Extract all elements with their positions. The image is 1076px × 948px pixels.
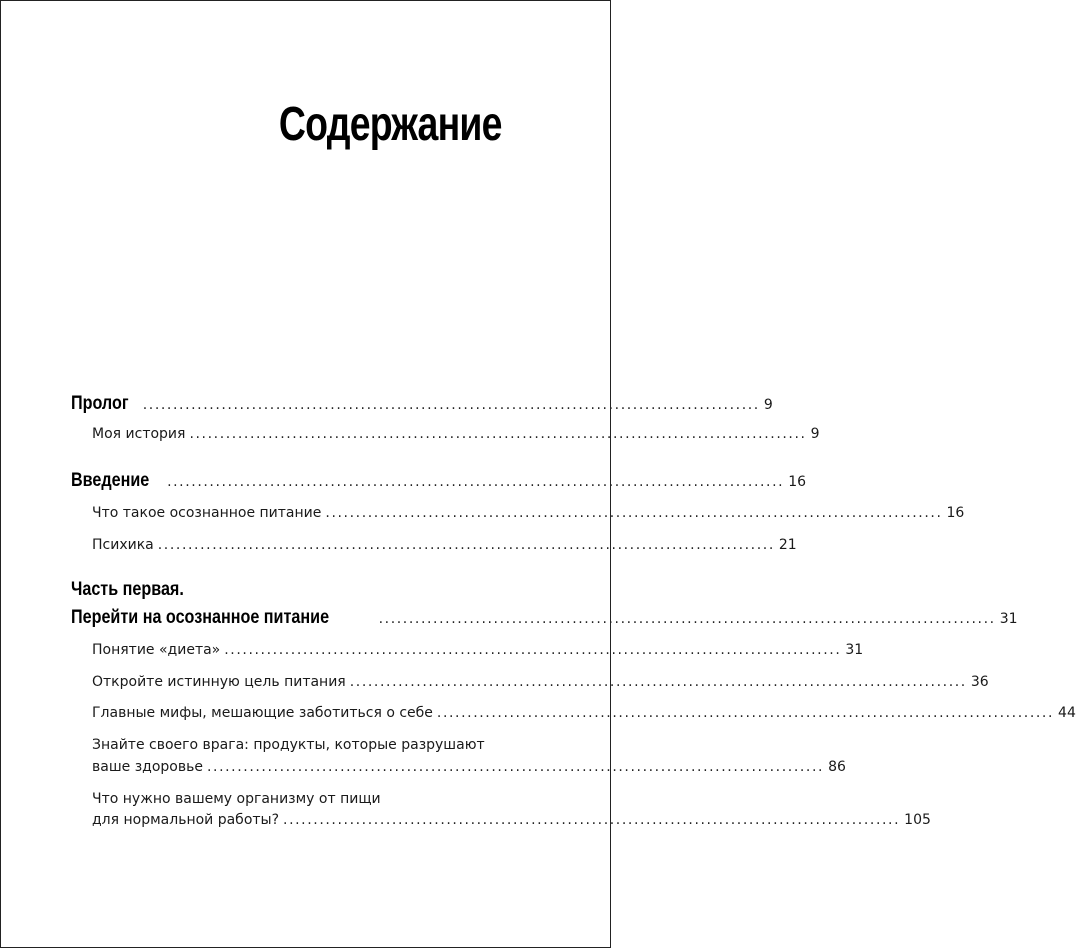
toc-entry-prologue <box>71 393 773 415</box>
toc-entry-label: Психика <box>92 537 154 553</box>
toc-page-number: 16 <box>788 474 807 490</box>
toc-entry-main-myths <box>92 705 1076 721</box>
toc-leader-dots: ...................................................................................................... <box>142 397 760 413</box>
toc-leader-dots: ...................................................................................................... <box>436 705 1055 721</box>
toc-entry-what-body-needs-line2 <box>92 812 931 828</box>
toc-leader-dots: ...................................................................................................... <box>157 537 775 553</box>
toc-entry-my-story <box>92 426 820 442</box>
toc-entry-mindful-eating <box>92 505 965 521</box>
toc-entry-label: Введение <box>71 470 150 491</box>
toc-page-number: 9 <box>810 426 820 442</box>
toc-leader-dots: ...................................................................................................... <box>206 759 825 775</box>
toc-entry-label: Моя история <box>92 426 186 442</box>
toc-leader-dots: ...................................................................................................... <box>325 505 943 521</box>
toc-leader-dots: ...................................................................................................... <box>378 611 996 627</box>
toc-entry-label: Что такое осознанное питание <box>92 505 322 521</box>
toc-entry-diet-concept <box>92 642 864 658</box>
toc-entry-label: Откройте истинную цель питания <box>92 674 346 690</box>
toc-page-number: 9 <box>763 397 773 413</box>
toc-entry-introduction <box>71 470 807 492</box>
toc-entry-label: Перейти на осознанное питание <box>71 607 330 628</box>
toc-page-number: 21 <box>778 537 797 553</box>
toc-leader-dots: ...................................................................................................... <box>283 812 901 828</box>
toc-page-number: 31 <box>845 642 864 658</box>
toc-page-number: 105 <box>904 812 931 828</box>
toc-leader-dots: ...................................................................................................... <box>224 642 842 658</box>
toc-entry-what-body-needs-line1: Что нужно вашему организму от пищи <box>92 791 381 807</box>
toc-page-number: 16 <box>946 505 965 521</box>
toc-entry-label: ваше здоровье <box>92 759 203 775</box>
toc-entry-true-purpose <box>92 674 989 690</box>
toc-part-one-heading: Часть первая. <box>71 579 184 600</box>
toc-entry-label: для нормальной работы? <box>92 812 280 828</box>
toc-entry-label: Пролог <box>71 393 129 414</box>
toc-entry-switch-to-mindful-eating <box>71 607 1018 629</box>
toc-page-number: 44 <box>1058 705 1076 721</box>
toc-leader-dots: ...................................................................................................... <box>349 674 967 690</box>
toc-entry-psyche <box>92 537 797 553</box>
toc-entry-know-your-enemy-line2 <box>92 759 846 775</box>
toc-entry-know-your-enemy-line1: Знайте своего врага: продукты, которые разрушают <box>92 737 485 753</box>
toc-page-number: 31 <box>999 611 1018 627</box>
toc-entry-label: Понятие «диета» <box>92 642 221 658</box>
toc-page-number: 36 <box>970 674 989 690</box>
toc-leader-dots: ...................................................................................................... <box>167 474 785 490</box>
toc-entry-label: Главные мифы, мешающие заботиться о себе <box>92 705 433 721</box>
toc-page-number: 86 <box>828 759 846 775</box>
page-title: Содержание <box>279 98 502 151</box>
toc-leader-dots: ...................................................................................................... <box>189 426 807 442</box>
